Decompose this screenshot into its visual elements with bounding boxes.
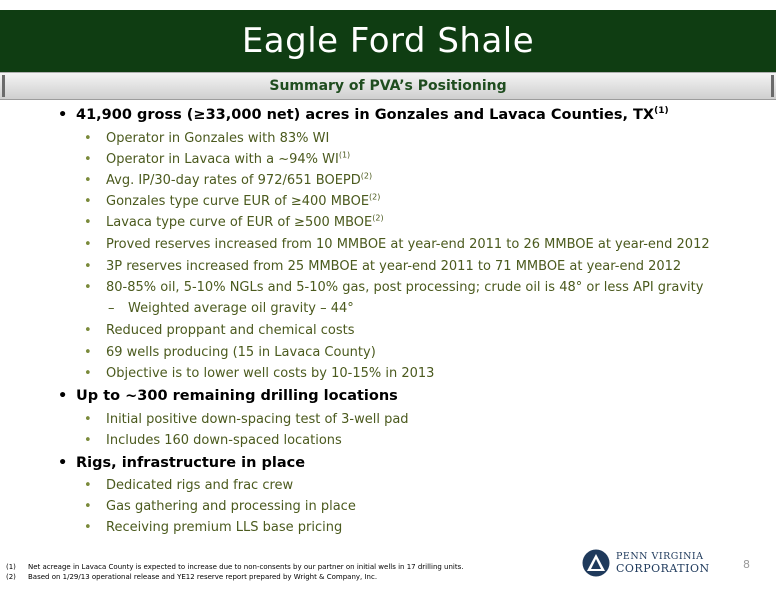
subtitle-bar (0, 72, 776, 100)
sub-sub-bullet-oil-gravity: – Weighted average oil gravity – 44° (108, 301, 354, 316)
sub-bullet-proved-reserves: • Proved reserves increased from 10 MMBOE at year-end 2011 to 26 MMBOE at year-end 2012 (84, 237, 710, 252)
subtitle-right-edge (771, 75, 774, 97)
sub-bullet-dedicated-rigs: • Dedicated rigs and frac crew (84, 478, 294, 493)
page-title: Eagle Ford Shale (241, 21, 535, 61)
footnotes (6, 563, 463, 583)
company-logo (582, 549, 710, 577)
sub-bullet-lavaca-wi: • Operator in Lavaca with a ~94% WI$^{(1)}$ (84, 150, 351, 167)
sub-bullet-down-spaced-locations: • Includes 160 down-spaced locations (84, 433, 342, 448)
sub-bullet-gas-gathering: • Gas gathering and processing in place (84, 499, 356, 514)
sub-bullet-lls-pricing: • Receiving premium LLS base pricing (84, 520, 343, 535)
sub-bullet-wells-producing: • 69 wells producing (15 in Lavaca County) (84, 345, 376, 360)
sub-bullet-lavaca-eur: • Lavaca type curve of EUR of ≥500 MBOE$^{(2)}$ (84, 213, 384, 230)
title-bar (0, 10, 776, 72)
sub-bullet-product-mix: • 80-85% oil, 5-10% NGLs and 5-10% gas, post processing; crude oil is 48° or less API gravity (84, 280, 704, 295)
sub-bullet-3p-reserves: • 3P reserves increased from 25 MMBOE at year-end 2011 to 71 MMBOE at year-end 2012 (84, 259, 682, 274)
subtitle-left-edge (2, 75, 5, 97)
sub-bullet-lower-costs: • Objective is to lower well costs by 10-15% in 2013 (84, 366, 435, 381)
logo-text: PENN VIRGINIA CORPORATION (616, 551, 710, 575)
footnote-1: (1) Net acreage in Lavaca County is expected to increase due to non-consents by our partner on initial wells in 17 drilling units. (6, 563, 464, 571)
bullet-acreage: • 41,900 gross (≥33,000 net) acres in Gonzales and Lavaca Counties, TX$^{(1)}$ (58, 106, 669, 123)
bullet-infrastructure: • Rigs, infrastructure in place (58, 455, 306, 471)
sub-bullet-down-spacing-test: • Initial positive down-spacing test of 3-well pad (84, 412, 409, 427)
sub-bullet-reduced-costs: • Reduced proppant and chemical costs (84, 323, 355, 338)
bullet-drilling-locations: • Up to ~300 remaining drilling locations (58, 388, 398, 404)
sub-bullet-gonzales-wi: • Operator in Gonzales with 83% WI (84, 131, 330, 146)
sub-bullet-ip-rates: • Avg. IP/30-day rates of 972/651 BOEPD$^{(2)}$ (84, 171, 373, 188)
sub-bullet-gonzales-eur: • Gonzales type curve EUR of ≥400 MBOE$^{(2)}$ (84, 192, 381, 209)
logo-emblem-icon (582, 549, 610, 577)
page-number: 8 (743, 558, 750, 571)
page-subtitle: Summary of PVA’s Positioning (269, 78, 507, 94)
footnote-2: (2) Based on 1/29/13 operational release and YE12 reserve report prepared by Wright & Company, Inc. (6, 573, 378, 581)
